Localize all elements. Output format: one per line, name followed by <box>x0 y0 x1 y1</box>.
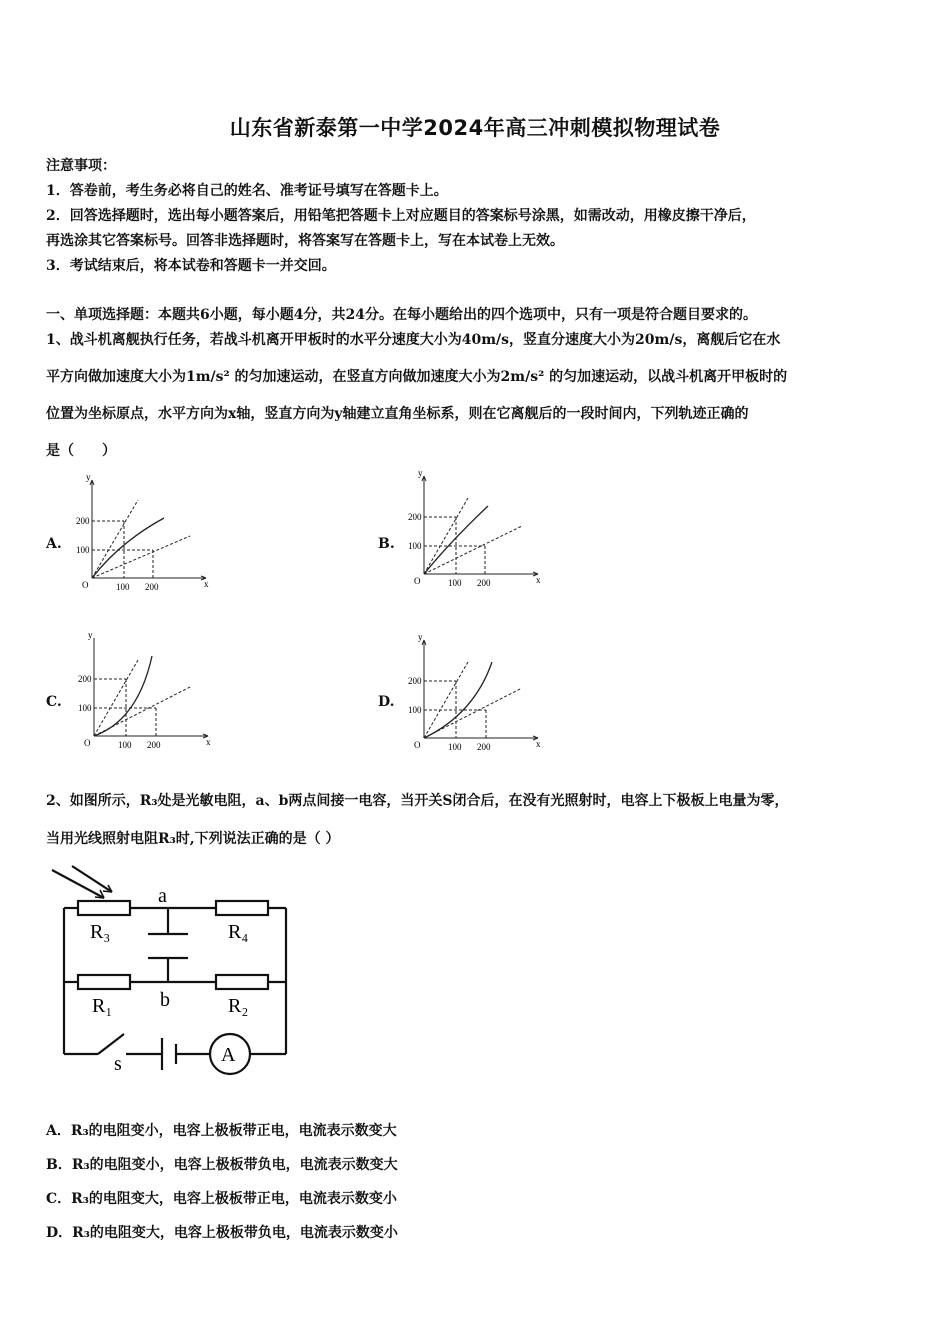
node-b-label: b <box>160 989 170 1011</box>
q2-option-d: D．R₃的电阻变大，电容上极板带负电，电流表示数变小 <box>46 1225 398 1241</box>
y-label: y <box>86 472 91 482</box>
r3-label: R₃ <box>90 921 111 943</box>
x-tick: 200 <box>477 742 491 752</box>
q1-text: 是（ ） <box>46 443 116 459</box>
y-tick: 100 <box>408 541 422 551</box>
r2-label: R₂ <box>228 995 249 1017</box>
notice-item: 再选涂其它答案标号。回答非选择题时，将答案写在答题卡上，写在本试卷上无效。 <box>46 233 564 249</box>
y-tick: 200 <box>76 516 90 526</box>
x-tick: 200 <box>145 582 159 592</box>
y-tick: 100 <box>76 545 90 555</box>
y-tick: 100 <box>408 705 422 715</box>
graph-c <box>80 630 220 754</box>
x-tick: 100 <box>116 582 130 592</box>
r1-label: R₁ <box>92 995 113 1017</box>
switch-label: s <box>114 1053 122 1075</box>
option-a-label: A. <box>46 536 62 552</box>
trajectory <box>94 656 152 736</box>
x-label: x <box>206 737 211 747</box>
y-label: y <box>88 630 93 640</box>
r4-label: R₄ <box>228 921 249 943</box>
resistor-r2 <box>216 975 268 989</box>
option-d-label: D. <box>378 694 395 710</box>
resistor-r4 <box>216 901 268 915</box>
q2-option-c: C．R₃的电阻变大，电容上极板带正电，电流表示数变小 <box>46 1191 397 1207</box>
y-tick: 200 <box>408 676 422 686</box>
x-label: x <box>204 579 209 589</box>
trajectory <box>424 662 492 738</box>
notice-item: 2．回答选择题时，选出每小题答案后，用铅笔把答题卡上对应题目的答案标号涂黑，如需改动，用橡皮擦干净后， <box>46 208 756 224</box>
q1-text: 平方向做加速度大小为1m/s² 的匀加速运动，在竖直方向做加速度大小为2m/s² 的匀加速运动，以战斗机离开甲板时的 <box>46 369 788 385</box>
q2-text: 当用光线照射电阻R₃时,下列说法正确的是（ ） <box>46 831 340 847</box>
origin-label: O <box>82 580 89 590</box>
x-label: x <box>536 739 541 749</box>
origin-label: O <box>414 740 421 750</box>
x-tick: 100 <box>448 742 462 752</box>
x-tick: 100 <box>118 740 132 750</box>
q1-text: 1、战斗机离舰执行任务，若战斗机离开甲板时的水平分速度大小为40m/s，竖直分速度大小为20m/s，离舰后它在水 <box>46 332 781 348</box>
y-tick: 200 <box>408 512 422 522</box>
ammeter-label: A <box>221 1044 236 1066</box>
notice-heading: 注意事项： <box>46 158 116 174</box>
x-label: x <box>536 575 541 585</box>
x-tick: 100 <box>448 578 462 588</box>
q2-option-b: B．R₃的电阻变小，电容上极板带负电，电流表示数变大 <box>46 1157 398 1173</box>
section-heading: 一、单项选择题：本题共6小题，每小题4分，共24分。在每小题给出的四个选项中，只有一项是符合题目要求的。 <box>46 307 757 323</box>
switch-s <box>98 1034 124 1054</box>
option-b-label: B. <box>378 536 395 552</box>
x-tick: 200 <box>147 740 161 750</box>
circuit-diagram <box>44 862 304 1084</box>
graph-d <box>410 632 550 756</box>
notice-item: 1．答卷前，考生务必将自己的姓名、准考证号填写在答题卡上。 <box>46 183 448 199</box>
origin-label: O <box>414 576 421 586</box>
resistor-r1 <box>78 975 130 989</box>
option-c-label: C. <box>46 694 62 710</box>
graph-a <box>78 472 218 596</box>
y-label: y <box>418 632 423 642</box>
trajectory <box>92 518 164 578</box>
q2-option-a: A．R₃的电阻变小，电容上极板带正电，电流表示数变大 <box>46 1123 397 1139</box>
y-label: y <box>418 468 423 478</box>
notice-item: 3．考试结束后，将本试卷和答题卡一并交回。 <box>46 258 336 274</box>
resistor-r3 <box>78 901 130 915</box>
y-tick: 200 <box>78 674 92 684</box>
q2-text: 2、如图所示，R₃处是光敏电阻，a、b两点间接一电容，当开关S闭合后，在没有光照射时，电容上下极板上电量为零， <box>46 793 789 809</box>
page-title: 山东省新泰第一中学2024年高三冲刺模拟物理试卷 <box>229 116 721 140</box>
q1-text: 位置为坐标原点，水平方向为x轴，竖直方向为y轴建立直角坐标系，则在它离舰后的一段时间内，下列轨迹正确的 <box>46 406 749 422</box>
origin-label: O <box>84 738 91 748</box>
graph-b <box>410 468 550 592</box>
y-tick: 100 <box>78 703 92 713</box>
x-tick: 200 <box>477 578 491 588</box>
node-a-label: a <box>158 885 167 907</box>
